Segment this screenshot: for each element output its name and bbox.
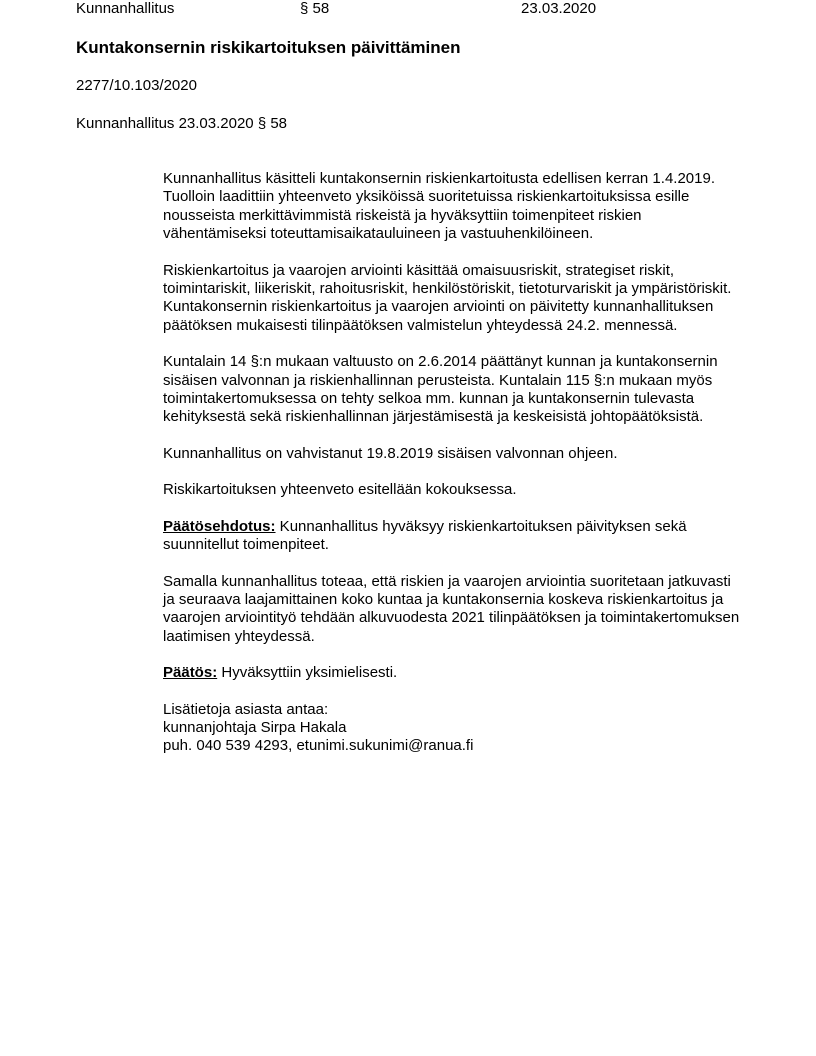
- contact-person: kunnanjohtaja Sirpa Hakala: [163, 718, 347, 736]
- paragraph-risk-scope: Riskienkartoitus ja vaarojen arviointi käsittää omaisuusriskit, strategiset riskit, toimintariskit, liikeriskit, rahoitusriskit, henkilöstöriskit, tietoturvariskit ja ympäristöriskit. Kuntakonsernin riskienkartoitus ja vaarojen arviointi on päivitetty kunnanhallituksen päätöksen mukaisesti tilinpäätöksen valmistelun yhteydessä 24.2. mennessä.: [163, 261, 732, 334]
- proposal-label: Päätösehdotus:: [163, 517, 276, 535]
- paragraph-legal-basis: Kuntalain 14 §:n mukaan valtuusto on 2.6.2014 päättänyt kunnan ja kuntakonsernin sisäisen valvonnan ja riskienhallinnan perusteista. Kuntalain 115 §:n mukaan myös toimintakertomuksessa on tehty selkoa mm. kunnan ja kuntakonsernin tulevasta kehityksestä sekä riskienhallinnan järjestämisestä ja keskeisistä johtopäätöksistä.: [163, 353, 718, 426]
- header-date: 23.03.2020: [521, 0, 597, 17]
- decision-label: Päätös:: [163, 664, 218, 682]
- diary-number: 2277/10.103/2020: [76, 77, 197, 94]
- paragraph-continuous-assessment: Samalla kunnanhallitus toteaa, että riskien ja vaarojen arviointia suoritetaan jatkuvasti ja seuraava laajamittainen koko kuntaa ja kuntakonsernia koskeva riskienkartoitus ja vaarojen arviointityö tehdään alkuvuodesta 2021 tilinpäätöksen ja toimintakertomuksen laatimisen yhteydessä.: [163, 572, 740, 645]
- proposal-paragraph: [163, 518, 743, 555]
- decision-paragraph: [163, 664, 743, 682]
- decision-text: Hyväksyttiin yksimielisesti.: [217, 664, 398, 682]
- contact-block: [163, 701, 743, 756]
- header-section: § 58: [300, 0, 330, 17]
- paragraph-background: Kunnanhallitus käsitteli kuntakonsernin riskienkartoitusta edellisen kerran 1.4.2019. Tuolloin laadittiin yhteenveto yksiköissä suoritetuissa riskienkartoituksissa esille nousseista merkittävimmistä riskeistä ja hyväksyttiin toimenpiteet riskien vähentämiseksi toteuttamisaikatauluineen ja vastuuhenkilöineen.: [163, 170, 715, 243]
- contact-phone-email: puh. 040 539 4293, etunimi.sukunimi@ranua.fi: [163, 737, 474, 755]
- header-body: Kunnanhallitus: [76, 0, 175, 17]
- session-reference: Kunnanhallitus 23.03.2020 § 58: [76, 115, 288, 132]
- paragraph-summary: Riskikartoituksen yhteenveto esitellään kokouksessa.: [163, 481, 517, 499]
- paragraph-guideline: Kunnanhallitus on vahvistanut 19.8.2019 sisäisen valvonnan ohjeen.: [163, 444, 618, 462]
- document-body: [163, 170, 743, 774]
- contact-intro: Lisätietoja asiasta antaa:: [163, 700, 329, 718]
- proposal-text: Kunnanhallitus hyväksyy riskienkartoituksen päivityksen sekä suunnitellut toimenpiteet.: [163, 517, 687, 554]
- page-title: Kuntakonsernin riskikartoituksen päivittäminen: [76, 38, 461, 57]
